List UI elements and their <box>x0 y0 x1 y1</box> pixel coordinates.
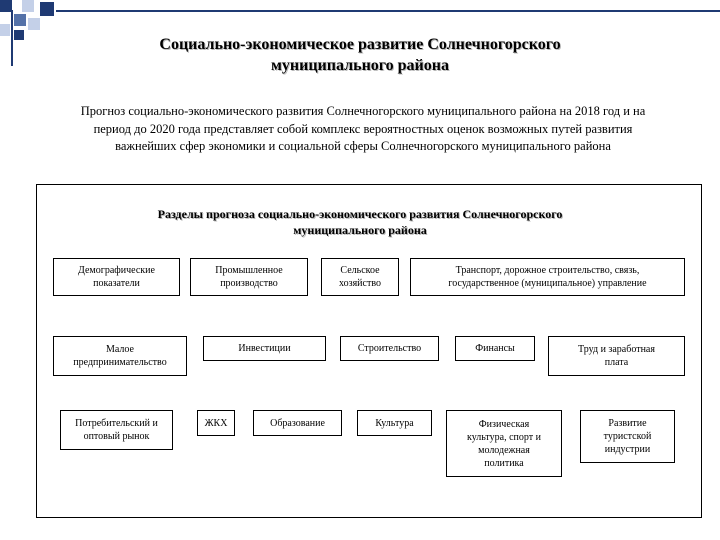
section-label: культура, спорт и <box>466 431 541 443</box>
section-label: предпринимательство <box>73 357 167 368</box>
section-labor <box>548 336 685 376</box>
section-label: Труд и заработная <box>578 344 655 355</box>
section-label: Финансы <box>475 343 515 354</box>
section-investment <box>203 336 326 361</box>
deco-square <box>22 0 34 12</box>
intro-line1: Прогноз социально-экономического развития Солнечногорского муниципального района на 2018 год и на <box>80 104 646 118</box>
deco-square <box>28 18 40 30</box>
section-label: государственное (муниципальное) управление <box>448 278 647 289</box>
section-label: ЖКХ <box>204 417 228 429</box>
deco-square <box>40 2 54 16</box>
section-label: индустрии <box>604 444 651 455</box>
section-construction <box>340 336 439 361</box>
diagram-title <box>110 206 610 238</box>
section-label: Малое <box>106 344 134 355</box>
section-industry <box>190 258 308 296</box>
diagram-title-line2: муниципального района <box>293 223 427 237</box>
top-rule <box>56 10 720 12</box>
diagram-title-line1: Разделы прогноза социально-экономического развития Солнечногорского <box>157 207 563 221</box>
section-label: Культура <box>375 417 414 429</box>
section-label: молодежная <box>478 444 530 456</box>
section-housing <box>197 410 235 436</box>
deco-square <box>0 0 12 12</box>
page-title-line2: муниципального района <box>271 57 449 74</box>
section-label: Инвестиции <box>238 343 291 354</box>
section-label: Физическая <box>478 418 530 430</box>
section-label: Сельское <box>340 265 380 276</box>
section-label: хозяйство <box>339 278 381 289</box>
page-title-line1: Социально-экономическое развитие Солнечногорского <box>159 36 561 53</box>
section-label: Развитие <box>608 418 647 429</box>
section-culture <box>357 410 432 436</box>
section-label: плата <box>604 357 629 368</box>
section-label: Строительство <box>357 343 422 354</box>
section-label: Демографические <box>78 265 155 276</box>
intro-line2: период до 2020 года представляет собой комплекс вероятностных оценок возможных путей развития <box>93 121 633 136</box>
intro-paragraph <box>34 103 692 156</box>
section-label: Транспорт, дорожное строительство, связь, <box>455 265 640 276</box>
section-education <box>253 410 342 436</box>
section-label: производство <box>220 278 278 289</box>
section-label: Промышленное <box>215 265 283 276</box>
deco-square <box>14 14 26 26</box>
deco-square <box>0 24 10 36</box>
section-consumer-market <box>60 410 173 450</box>
page-title <box>40 34 680 76</box>
section-label: показатели <box>93 278 140 289</box>
section-label: туристской <box>603 431 652 442</box>
side-rule <box>11 10 13 66</box>
intro-line3: важнейших сфер экономики и социальной сферы Солнечногорского муниципального района <box>115 139 611 153</box>
section-sport <box>446 410 562 477</box>
section-small-business <box>53 336 187 376</box>
section-label: оптовый рынок <box>83 431 150 442</box>
section-label: политика <box>484 457 524 469</box>
section-label: Потребительский и <box>75 418 158 429</box>
section-tourism <box>580 410 675 463</box>
section-finance <box>455 336 535 361</box>
section-label: Образование <box>270 417 325 429</box>
section-transport <box>410 258 685 296</box>
section-demography <box>53 258 180 296</box>
section-agriculture <box>321 258 399 296</box>
deco-square <box>14 30 24 40</box>
